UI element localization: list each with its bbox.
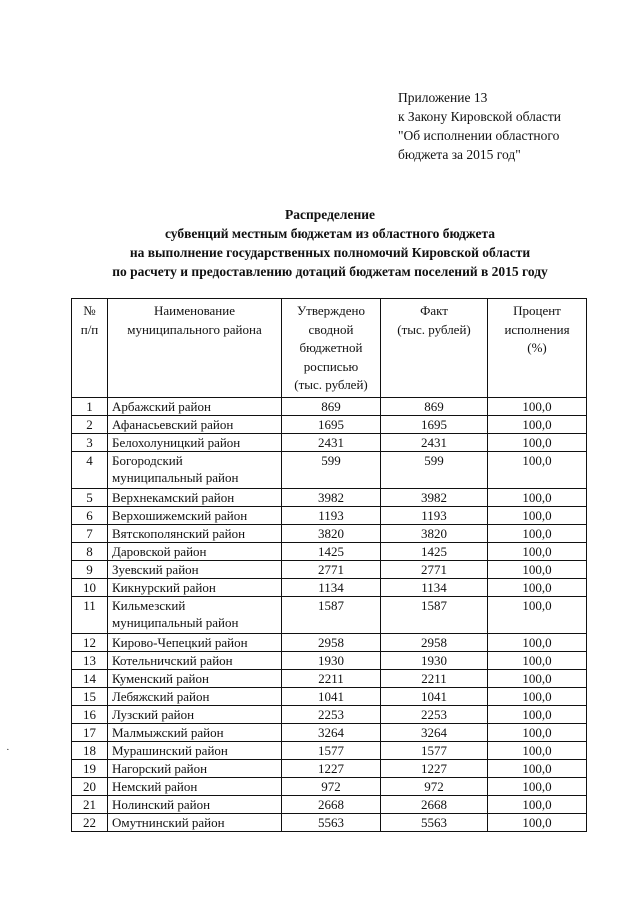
row-number: 17 bbox=[72, 724, 108, 742]
approved-value: 1425 bbox=[282, 543, 381, 561]
fact-value: 2253 bbox=[381, 706, 488, 724]
header-fact bbox=[381, 299, 488, 398]
district-name-line: Малмыжский район bbox=[112, 725, 224, 740]
subvention-table bbox=[71, 298, 587, 832]
table-row bbox=[72, 452, 587, 489]
district-name bbox=[108, 416, 282, 434]
district-name bbox=[108, 434, 282, 452]
district-name bbox=[108, 525, 282, 543]
title-line: Распределение bbox=[284, 207, 376, 222]
fact-value: 5563 bbox=[381, 814, 488, 832]
row-number: 5 bbox=[72, 489, 108, 507]
appendix-note bbox=[398, 88, 561, 164]
approved-value: 1577 bbox=[282, 742, 381, 760]
row-number: 20 bbox=[72, 778, 108, 796]
district-name bbox=[108, 452, 282, 489]
fact-value: 1577 bbox=[381, 742, 488, 760]
fact-value: 3820 bbox=[381, 525, 488, 543]
row-number: 8 bbox=[72, 543, 108, 561]
fact-value: 1227 bbox=[381, 760, 488, 778]
header-line: Процент bbox=[513, 303, 561, 318]
fact-value: 869 bbox=[381, 398, 488, 416]
district-name-line: Лузский район bbox=[112, 707, 195, 722]
percent-value: 100,0 bbox=[488, 706, 587, 724]
header-line: (тыс. рублей) bbox=[294, 377, 368, 392]
fact-value: 2668 bbox=[381, 796, 488, 814]
table-row bbox=[72, 434, 587, 452]
approved-value: 2431 bbox=[282, 434, 381, 452]
approved-value: 1227 bbox=[282, 760, 381, 778]
district-name bbox=[108, 634, 282, 652]
header-line: (тыс. рублей) bbox=[397, 321, 471, 337]
district-name-line: Верхошижемский район bbox=[112, 508, 248, 523]
appendix-line: к Закону Кировской области bbox=[398, 109, 562, 124]
table-row bbox=[72, 778, 587, 796]
table-row bbox=[72, 507, 587, 525]
table-header-row bbox=[72, 299, 587, 398]
district-name bbox=[108, 489, 282, 507]
fact-value: 2211 bbox=[381, 670, 488, 688]
percent-value: 100,0 bbox=[488, 579, 587, 597]
row-number: 10 bbox=[72, 579, 108, 597]
district-name-line: Мурашинский район bbox=[112, 743, 228, 758]
fact-value: 1193 bbox=[381, 507, 488, 525]
percent-value: 100,0 bbox=[488, 416, 587, 434]
row-number: 2 bbox=[72, 416, 108, 434]
table-row bbox=[72, 489, 587, 507]
district-name bbox=[108, 796, 282, 814]
approved-value: 3982 bbox=[282, 489, 381, 507]
district-name bbox=[108, 597, 282, 634]
percent-value: 100,0 bbox=[488, 814, 587, 832]
row-number: 12 bbox=[72, 634, 108, 652]
approved-value: 3820 bbox=[282, 525, 381, 543]
table-row bbox=[72, 814, 587, 832]
table-row bbox=[72, 706, 587, 724]
fact-value: 1695 bbox=[381, 416, 488, 434]
table-row bbox=[72, 760, 587, 778]
header-line: сводной bbox=[308, 321, 354, 337]
district-name bbox=[108, 398, 282, 416]
appendix-line: бюджета за 2015 год" bbox=[398, 147, 521, 162]
district-name bbox=[108, 543, 282, 561]
district-name bbox=[108, 760, 282, 778]
header-name bbox=[108, 299, 282, 398]
fact-value: 2431 bbox=[381, 434, 488, 452]
table-row bbox=[72, 652, 587, 670]
table-row bbox=[72, 634, 587, 652]
district-name bbox=[108, 688, 282, 706]
percent-value: 100,0 bbox=[488, 742, 587, 760]
title-line: по расчету и предоставлению дотаций бюджетам поселений в 2015 году bbox=[112, 264, 548, 279]
header-line: п/п bbox=[80, 321, 99, 337]
district-name-line: Кирово-Чепецкий район bbox=[112, 635, 248, 650]
approved-value: 1930 bbox=[282, 652, 381, 670]
percent-value: 100,0 bbox=[488, 652, 587, 670]
header-line: Факт bbox=[420, 303, 448, 318]
percent-value: 100,0 bbox=[488, 398, 587, 416]
header-line: муниципального района bbox=[127, 321, 262, 337]
percent-value: 100,0 bbox=[488, 452, 587, 489]
table-row bbox=[72, 796, 587, 814]
district-name-line: Омутнинский район bbox=[112, 815, 225, 830]
district-name bbox=[108, 724, 282, 742]
district-name-line: Афанасьевский район bbox=[112, 417, 234, 432]
percent-value: 100,0 bbox=[488, 561, 587, 579]
appendix-line: "Об исполнении областного bbox=[398, 128, 560, 143]
fact-value: 1425 bbox=[381, 543, 488, 561]
percent-value: 100,0 bbox=[488, 724, 587, 742]
district-name-line: Зуевский район bbox=[112, 562, 199, 577]
fact-value: 1041 bbox=[381, 688, 488, 706]
fact-value: 3264 bbox=[381, 724, 488, 742]
header-line: Наименование bbox=[154, 303, 235, 318]
header-line: бюджетной bbox=[299, 340, 363, 355]
district-name-line: Куменский район bbox=[112, 671, 209, 686]
district-name-line: Арбажский район bbox=[112, 399, 211, 414]
fact-value: 2771 bbox=[381, 561, 488, 579]
title-line: на выполнение государственных полномочий Кировской области bbox=[129, 245, 531, 260]
table-row bbox=[72, 543, 587, 561]
row-number: 15 bbox=[72, 688, 108, 706]
header-line: росписью bbox=[303, 358, 359, 374]
approved-value: 2211 bbox=[282, 670, 381, 688]
table-row bbox=[72, 688, 587, 706]
fact-value: 1587 bbox=[381, 597, 488, 634]
row-number: 21 bbox=[72, 796, 108, 814]
district-name-line: муниципальный район bbox=[112, 615, 239, 630]
table-row bbox=[72, 742, 587, 760]
percent-value: 100,0 bbox=[488, 796, 587, 814]
district-name bbox=[108, 579, 282, 597]
row-number: 19 bbox=[72, 760, 108, 778]
approved-value: 1193 bbox=[282, 507, 381, 525]
percent-value: 100,0 bbox=[488, 778, 587, 796]
fact-value: 3982 bbox=[381, 489, 488, 507]
row-number: 18 bbox=[72, 742, 108, 760]
district-name bbox=[108, 814, 282, 832]
table-row bbox=[72, 561, 587, 579]
table-row bbox=[72, 724, 587, 742]
table-row bbox=[72, 398, 587, 416]
approved-value: 2253 bbox=[282, 706, 381, 724]
row-number: 7 bbox=[72, 525, 108, 543]
fact-value: 1134 bbox=[381, 579, 488, 597]
row-number: 9 bbox=[72, 561, 108, 579]
header-line: (%) bbox=[527, 340, 547, 355]
table-row bbox=[72, 525, 587, 543]
district-name-line: Даровской район bbox=[112, 544, 207, 559]
row-number: 1 bbox=[72, 398, 108, 416]
percent-value: 100,0 bbox=[488, 525, 587, 543]
district-name bbox=[108, 742, 282, 760]
percent-value: 100,0 bbox=[488, 670, 587, 688]
header-line: исполнения bbox=[504, 321, 570, 337]
district-name-line: Вятскополянский район bbox=[112, 526, 246, 541]
percent-value: 100,0 bbox=[488, 688, 587, 706]
margin-dot: · bbox=[6, 744, 10, 756]
percent-value: 100,0 bbox=[488, 434, 587, 452]
row-number: 16 bbox=[72, 706, 108, 724]
header-num bbox=[72, 299, 108, 398]
district-name-line: Лебяжский район bbox=[112, 689, 210, 704]
district-name-line: муниципальный район bbox=[112, 470, 239, 485]
district-name bbox=[108, 670, 282, 688]
row-number: 6 bbox=[72, 507, 108, 525]
header-percent bbox=[488, 299, 587, 398]
table-row bbox=[72, 416, 587, 434]
district-name-line: Белохолуницкий район bbox=[112, 435, 241, 450]
header-approved bbox=[282, 299, 381, 398]
approved-value: 2668 bbox=[282, 796, 381, 814]
fact-value: 1930 bbox=[381, 652, 488, 670]
approved-value: 5563 bbox=[282, 814, 381, 832]
row-number: 4 bbox=[72, 452, 108, 489]
percent-value: 100,0 bbox=[488, 634, 587, 652]
district-name-line: Нолинский район bbox=[112, 797, 211, 812]
district-name-line: Кикнурский район bbox=[112, 580, 216, 595]
percent-value: 100,0 bbox=[488, 597, 587, 634]
district-name bbox=[108, 706, 282, 724]
district-name bbox=[108, 561, 282, 579]
table-row bbox=[72, 597, 587, 634]
table-row bbox=[72, 670, 587, 688]
approved-value: 599 bbox=[282, 452, 381, 489]
approved-value: 1041 bbox=[282, 688, 381, 706]
fact-value: 599 bbox=[381, 452, 488, 489]
fact-value: 2958 bbox=[381, 634, 488, 652]
header-line: Утверждено bbox=[296, 303, 366, 318]
approved-value: 2771 bbox=[282, 561, 381, 579]
district-name bbox=[108, 778, 282, 796]
district-name-line: Котельничский район bbox=[112, 653, 233, 668]
approved-value: 1134 bbox=[282, 579, 381, 597]
district-name-line: Верхнекамский район bbox=[112, 490, 235, 505]
percent-value: 100,0 bbox=[488, 543, 587, 561]
document-title bbox=[40, 205, 620, 281]
district-name bbox=[108, 652, 282, 670]
district-name-line: Немский район bbox=[112, 779, 198, 794]
fact-value: 972 bbox=[381, 778, 488, 796]
district-name bbox=[108, 507, 282, 525]
approved-value: 3264 bbox=[282, 724, 381, 742]
row-number: 14 bbox=[72, 670, 108, 688]
district-name-line: Богородский bbox=[112, 453, 183, 468]
district-name-line: Нагорский район bbox=[112, 761, 208, 776]
approved-value: 1695 bbox=[282, 416, 381, 434]
approved-value: 972 bbox=[282, 778, 381, 796]
appendix-line: Приложение 13 bbox=[398, 90, 488, 105]
title-line: субвенций местным бюджетам из областного бюджета bbox=[164, 226, 496, 241]
table-row bbox=[72, 579, 587, 597]
approved-value: 2958 bbox=[282, 634, 381, 652]
row-number: 11 bbox=[72, 597, 108, 634]
header-line: № bbox=[83, 303, 96, 318]
percent-value: 100,0 bbox=[488, 507, 587, 525]
percent-value: 100,0 bbox=[488, 760, 587, 778]
row-number: 22 bbox=[72, 814, 108, 832]
percent-value: 100,0 bbox=[488, 489, 587, 507]
row-number: 13 bbox=[72, 652, 108, 670]
district-name-line: Кильмезский bbox=[112, 598, 186, 613]
row-number: 3 bbox=[72, 434, 108, 452]
table-body bbox=[72, 398, 587, 832]
approved-value: 869 bbox=[282, 398, 381, 416]
approved-value: 1587 bbox=[282, 597, 381, 634]
